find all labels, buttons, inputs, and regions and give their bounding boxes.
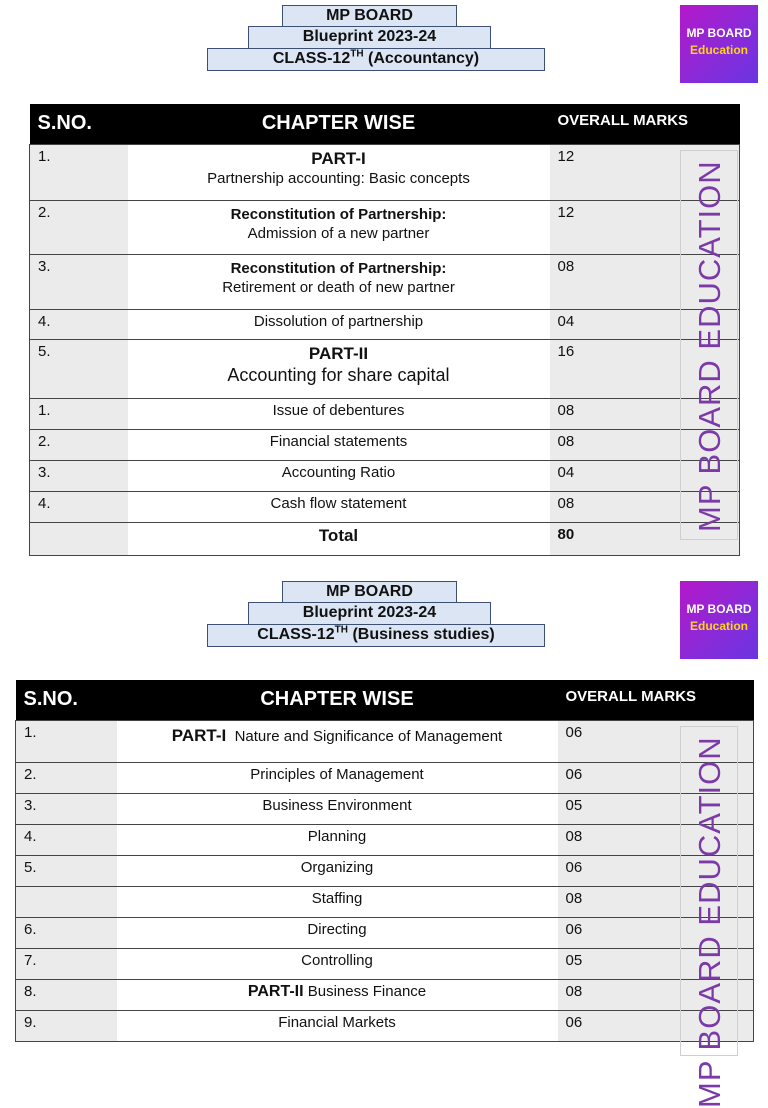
table-row (16, 948, 754, 979)
table-row (16, 979, 754, 1010)
sno-cell: 2. (16, 762, 117, 793)
header-blueprint-title: Blueprint 2023-24 (302, 28, 437, 45)
marks-cell: 08 (550, 398, 740, 429)
chapter-cell: Controlling (117, 948, 558, 979)
chapter-cell (128, 254, 550, 309)
table-row (16, 793, 754, 824)
chapter-text: Admission of a new partner (247, 224, 430, 242)
chapter-cell (117, 720, 558, 762)
chapter-cell (128, 144, 550, 200)
table-header-row (16, 680, 754, 720)
chapter-text: Retirement or death of new partner (222, 278, 455, 296)
class-subject: (Business studies) (348, 626, 495, 643)
table-row (30, 398, 740, 429)
total-label: Total (128, 522, 550, 555)
chapter-title: Reconstitution of Partnership: (230, 205, 447, 223)
chapter-cell: Issue of debentures (128, 398, 550, 429)
table-row (16, 1010, 754, 1041)
chapter-cell: Cash flow statement (128, 491, 550, 522)
sno-cell: 4. (16, 824, 117, 855)
part-label: PART-I (171, 725, 227, 745)
chapter-cell: Planning (117, 824, 558, 855)
marks-cell: 08 (558, 979, 754, 1010)
chapter-cell (117, 979, 558, 1010)
marks-cell: 06 (558, 1010, 754, 1041)
table-row (30, 144, 740, 200)
marks-cell: 08 (550, 429, 740, 460)
chapter-cell: Principles of Management (117, 762, 558, 793)
chapter-cell: Financial statements (128, 429, 550, 460)
chapter-title: Reconstitution of Partnership: (230, 259, 447, 277)
sno-cell: 4. (30, 491, 128, 522)
marks-cell: 08 (558, 824, 754, 855)
column-header-sno: S.NO. (16, 680, 117, 720)
chapter-cell (128, 339, 550, 398)
sno-cell: 8. (16, 979, 117, 1010)
sno-cell: 3. (30, 460, 128, 491)
sno-cell (16, 886, 117, 917)
chapter-cell: Staffing (117, 886, 558, 917)
column-header-marks: OVERALL MARKS (558, 680, 754, 720)
sno-cell: 2. (30, 429, 128, 460)
table-row (30, 460, 740, 491)
header-board-title: MP BOARD (326, 583, 413, 600)
marks-cell: 06 (558, 720, 754, 762)
sno-cell: 4. (30, 309, 128, 339)
table-row (16, 917, 754, 948)
column-header-chapter: CHAPTER WISE (117, 680, 558, 720)
class-subject: (Accountancy) (363, 50, 480, 67)
chapter-text: Partnership accounting: Basic concepts (207, 169, 470, 187)
logo-line1: MP BOARD (686, 602, 752, 616)
table-header-row (30, 104, 740, 144)
sno-cell: 9. (16, 1010, 117, 1041)
logo-line1: MP BOARD (686, 26, 752, 40)
marks-cell: 04 (550, 460, 740, 491)
table-row (16, 720, 754, 762)
chapter-cell: Accounting Ratio (128, 460, 550, 491)
marks-cell: 12 (550, 144, 740, 200)
sno-cell: 1. (30, 144, 128, 200)
sno-cell: 3. (16, 793, 117, 824)
table-row (30, 254, 740, 309)
chapter-cell: Organizing (117, 855, 558, 886)
header-blueprint-box (248, 26, 491, 49)
watermark-text: MP BOARD EDUCATION (692, 160, 727, 532)
table-row (30, 339, 740, 398)
table-row (16, 886, 754, 917)
column-header-sno: S.NO. (30, 104, 128, 144)
mp-board-logo (680, 581, 758, 659)
business-studies-blueprint-table (15, 680, 754, 1042)
header-board-title: MP BOARD (326, 7, 413, 24)
sno-cell: 1. (30, 398, 128, 429)
marks-cell: 06 (558, 762, 754, 793)
class-prefix: CLASS-12 (257, 626, 335, 643)
sno-cell: 6. (16, 917, 117, 948)
sno-cell: 7. (16, 948, 117, 979)
chapter-cell: Financial Markets (117, 1010, 558, 1041)
class-prefix: CLASS-12 (272, 50, 351, 67)
logo-line2: Education (689, 619, 748, 633)
table-row (30, 429, 740, 460)
sno-cell: 3. (30, 254, 128, 309)
sno-cell (30, 522, 128, 555)
chapter-cell: Dissolution of partnership (128, 309, 550, 339)
part-label: PART-II (247, 982, 304, 1000)
column-header-marks: OVERALL MARKS (550, 104, 740, 144)
chapter-cell: Business Environment (117, 793, 558, 824)
table-row (30, 491, 740, 522)
class-superscript: TH (334, 624, 348, 636)
table-row (16, 824, 754, 855)
sno-cell: 5. (16, 855, 117, 886)
marks-cell: 12 (550, 200, 740, 254)
table-row (16, 855, 754, 886)
header-board-box (282, 581, 457, 603)
accountancy-blueprint-table (29, 104, 740, 556)
marks-cell: 16 (550, 339, 740, 398)
header-board-box (282, 5, 457, 27)
column-header-chapter: CHAPTER WISE (128, 104, 550, 144)
chapter-cell (128, 200, 550, 254)
mp-board-logo (680, 5, 758, 83)
marks-cell: 08 (550, 254, 740, 309)
sno-cell: 1. (16, 720, 117, 762)
header-class-box (207, 48, 545, 71)
marks-cell: 04 (550, 309, 740, 339)
marks-cell: 08 (558, 886, 754, 917)
watermark-text: MP BOARD EDUCATION (692, 736, 727, 1108)
chapter-text: Accounting for share capital (227, 364, 450, 385)
chapter-text: Business Finance (307, 982, 427, 1000)
chapter-text: Nature and Significance of Management (234, 727, 503, 745)
logo-line2: Education (689, 43, 748, 57)
class-superscript: TH (350, 48, 364, 60)
sno-cell: 2. (30, 200, 128, 254)
marks-cell: 05 (558, 948, 754, 979)
table-row (30, 309, 740, 339)
table-row (16, 762, 754, 793)
total-marks: 80 (550, 522, 740, 555)
sno-cell: 5. (30, 339, 128, 398)
marks-cell: 05 (558, 793, 754, 824)
marks-cell: 06 (558, 917, 754, 948)
header-blueprint-title: Blueprint 2023-24 (302, 604, 437, 621)
part-title: PART-II (308, 343, 369, 363)
total-row (30, 522, 740, 555)
table-row (30, 200, 740, 254)
chapter-cell: Directing (117, 917, 558, 948)
header-blueprint-box (248, 602, 491, 625)
header-class-box (207, 624, 545, 647)
part-title: PART-I (311, 148, 366, 168)
marks-cell: 08 (550, 491, 740, 522)
marks-cell: 06 (558, 855, 754, 886)
